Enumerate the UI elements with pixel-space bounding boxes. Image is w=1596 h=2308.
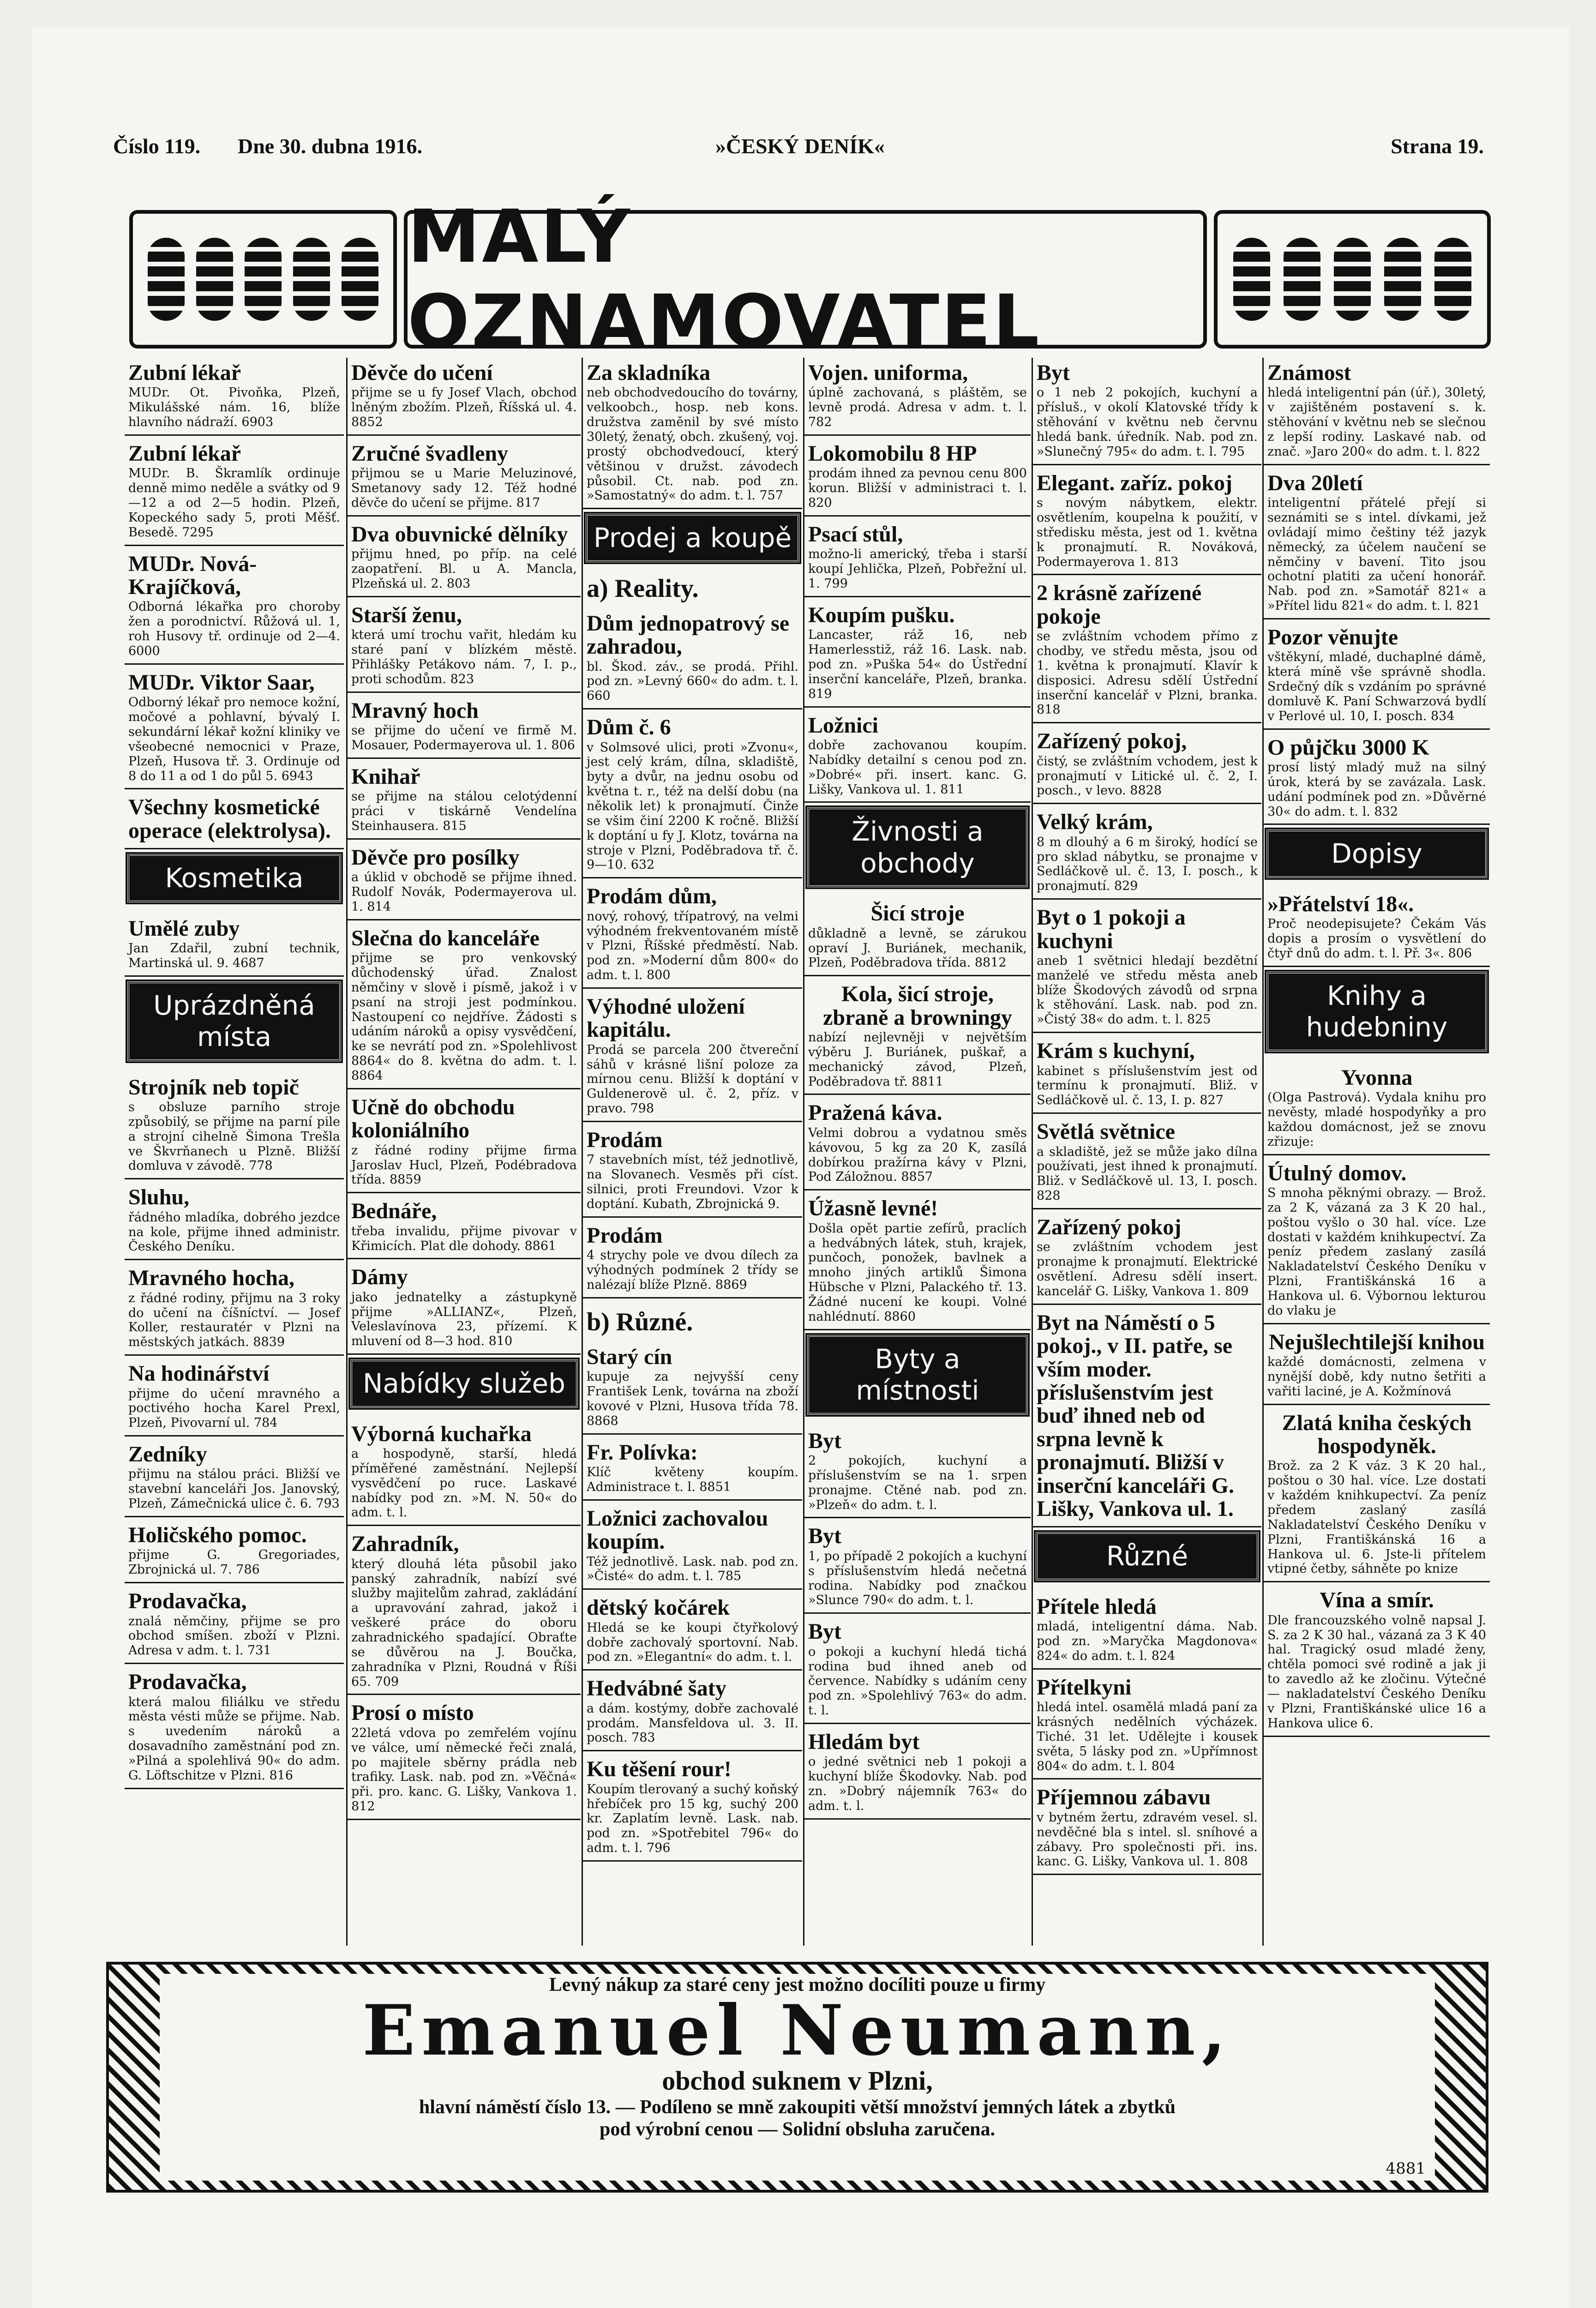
classified-ad [804,1521,1031,1614]
classified-ad [804,898,1031,976]
ornament-left [129,210,397,349]
ad-heading: Vojen. uniforma, [808,361,968,385]
ad-heading: Ložnici [808,713,878,738]
ad-text: bl. Škod. záv., se prodá. Přihl. pod zn. »Levný 660« do adm. t. l. 660 [587,659,798,703]
ad-heading: Yvonna [1341,1065,1413,1090]
ad-text: a úklid v obchodě se přijme ihned. Rudolf Novák, Podermayerova ul. 1. 814 [351,870,577,914]
ad-text: Jan Zdařil, zubní technik, Martinská ul. 9. 4687 [128,941,340,970]
classified-ad [1264,358,1490,465]
classified-ad [804,1193,1031,1330]
classified-ad [1264,468,1490,619]
classified-ad [583,358,802,509]
ad-heading: Prodavačka, [128,1589,247,1614]
ad-text: 8 m dlouhý a 6 m široký, hodící se pro sklad nábytku, se pronajme v Sedláčkově ul. č. 13, I. posch., k pronajmutí. 829 [1037,835,1258,894]
section-heading-knihy: Knihy a hudebniny [1266,972,1487,1052]
classified-ad [348,1419,581,1527]
ad-heading: O půjčku 3000 K [1267,735,1429,760]
banner-title-box [404,194,1207,364]
ad-text: o pokoji a kuchyní hledá tichá rodina bud ihned aneb od července. Nabídky s udáním ceny pod zn. »Spolehlivý 763« do adm. t. l. [808,1644,1027,1718]
classified-ad [804,1617,1031,1724]
classified-ad [583,1593,802,1671]
classified-ad [1033,1036,1261,1114]
ad-heading: Sluhu, [128,1185,190,1210]
ad-text: Prodá se parcela 200 čtvereční sáhů v krásné lišní poloze za mírnou cenu. Bližší k doptání v Guldenerově ul. č. 2, příz. v pravo. 798 [587,1042,798,1116]
classified-ad [1033,726,1261,804]
ad-text: 1, po případě 2 pokojích a kuchyní s příslušenstvím hledá nečetná rodina. Nabídky pod značkou »Slunce 790« do adm. t. l. [808,1549,1027,1608]
classified-ad [1264,1063,1490,1155]
ad-heading: Mravného hocha, [128,1266,294,1291]
ad-heading: Učně do obchodu koloniálního [351,1094,515,1143]
ad-heading: Všechny kosmetické operace (elektrolysa). [128,795,331,843]
ad-text: přijmu hned, po příp. na celé zaopatření. Bl. u A. Mancla, Plzeňská ul. 2. 803 [351,547,577,591]
ad-text: v bytném žertu, zdravém vesel. sl. nevděčné bla s intel. sl. sníhové a zábavy. Pro společnosti při. ins. kanc. G. Lišky, Vankova ul. 1. 808 [1037,1810,1258,1869]
ad-text: důkladně a levně, se zárukou opraví J. Buriánek, mechanik, Plzeň, Poděbradova třída. 8812 [808,926,1027,970]
classified-ad [125,1358,344,1436]
ad-heading: Děvče do učení [351,361,493,385]
classified-ad [348,842,581,920]
ad-text: řádného mladíka, dobrého jezdce na kole, přijme ihned administr. Českého Deníku. [128,1210,340,1254]
ad-text: dobře zachovanou koupím. Nabídky detailní s cenou pod zn. »Dobré« při. insert. kanc. G. Lišky, Vankova ul. 1. 811 [808,738,1027,797]
section-heading-nabidky: Nabídky služeb [350,1359,578,1407]
ad-text: se přijme do učení ve firmě M. Mosauer, Podermayerova ul. 1. 806 [351,723,577,752]
classified-ad [1264,1408,1490,1583]
classified-ad [348,1092,581,1193]
classified-ad [125,439,344,546]
ad-text: přijme G. Gregoriades, Zbrojnická ul. 7. 786 [128,1548,340,1577]
ad-heading: Ložnici zachovalou koupím. [587,1506,768,1554]
ad-heading: Psací stůl, [808,522,903,547]
ad-heading: Slečna do kanceláře [351,926,540,950]
classified-ad [348,600,581,693]
ad-heading: MUDr. Nová-Krajíčková, [128,551,257,600]
classified-ad [1033,1782,1261,1875]
ad-heading: Byt [808,1619,841,1644]
classified-ad [125,1667,344,1789]
ad-text: se přijme na stálou celotýdenní práci v tiskárně Vendelína Steinhausera. 815 [351,789,577,833]
classified-ad [804,710,1031,803]
classified-ad [804,1727,1031,1820]
ad-text: aneb 1 světnici hledají bezdětní manželé ve středu města aneb blíže Škodových závodů od srpna k stěhování. Lask. nab. pod zn. »Čistý 38« do adm. t. l. 825 [1037,953,1258,1027]
section-heading-byty: Byty a místnosti [807,1335,1028,1415]
ad-heading: Výhodné uložení kapitálu. [587,994,745,1042]
ad-text: v Solmsové ulici, proti »Zvonu«, jest celý krám, dílna, skladiště, byty a dvůr, na jednu osobu od května t. r., též na delší dobu (na několik let) k pronajmutí. Činže se všim činí 2200 K ročně. Bližší k doptání u fy J. Klotz, továrna na stroje v Plzni, Poděbradova tř. č. 9—10. 632 [587,740,798,872]
classified-ad [583,1437,802,1501]
issue-number: Číslo 119. [113,134,201,158]
ad-heading: Starší ženu, [351,602,462,627]
ad-text: 22letá vdova po zemřelém vojínu ve válce, umí německé řeči znalá, po majitele sběrny prádla neb trafiky. Lask. nab. pod zn. »Věčná« při. pro. kanc. G. Lišky, Vankova 1. 812 [351,1725,577,1814]
ad-heading: Byt [808,1524,841,1549]
ad-heading: Knihař [351,764,420,789]
ad-heading: Zahradník, [351,1532,459,1557]
classified-ad [583,1220,802,1298]
classified-ad [125,1586,344,1664]
classified-ad [348,358,581,436]
ad-heading: Bednáře, [351,1199,437,1224]
ad-heading: Dva obuvnické dělníky [351,522,568,547]
ad-text: MUDr. Ot. Pivoňka, Plzeň, Mikulášské nám. 16, blíže hlavního nádraží. 6903 [128,385,340,430]
classified-ad [1033,1117,1261,1209]
ad-text: přijme se u fy Josef Vlach, obchod lněným zbožím. Plzeň, Říšská ul. 4. 8852 [351,385,577,430]
classified-ad [1264,1158,1490,1324]
classified-ad [348,923,581,1089]
classified-ad [125,914,344,977]
ad-text: Klíč květeny koupím. Administrace t. l. 8851 [587,1465,798,1494]
ad-text: vštěkyní, mladé, duchaplné dámě, která míně vše správně shodla. Srdečný dík s vzdáním po správné domluvě K. Paní Schwarzová bydlí v Perlové ul. 10, I. posch. 834 [1267,650,1486,723]
advert-company-name: Emanuel Neumann, [362,1990,1232,2071]
page-number: Strana 19. [1391,134,1484,158]
ad-text: která umí trochu vařit, hledám ku staré paní v blízkém městě. Přihlášky Petákovo nám. 7, I. p., proti schodům. 823 [351,628,577,686]
ad-text: (Olga Pastrová). Vydala knihu pro nevěsty, mladé hospodyňky a pro každou domácnost, jež se znovu zřizuje: [1267,1090,1486,1149]
ad-heading: Zlatá kniha českých hospodyněk. [1282,1410,1472,1459]
classified-ad [583,881,802,989]
ad-text: prosí listý mladý muž na silný úrok, která by se zavázala. Lask. udání podmínek pod zn. »Důvěrné 30« do adm. t. l. 832 [1267,760,1486,819]
section-heading-dopisy: Dopisy [1266,829,1487,878]
ad-text: Proč neodepisujete? Čekám Vás dopis a prosím o vysvětlení do čtyř dnů do adm. t. l. Př. 3«. 806 [1267,917,1486,961]
classified-ad [125,1182,344,1260]
classified-ad [348,1529,581,1695]
classified-ad [1264,1585,1490,1737]
classified-ad [1033,358,1261,465]
ad-text: se zvláštním vchodem přímo z chodby, ve středu města, jsou od 1. května k pronajmutí. Klavír k disposici. Adresu sdělí Ústřední inserční kancelář v Plzni, branka. 818 [1037,629,1258,717]
advert-line-1: Levný nákup za staré ceny jest možno docíliti pouze u firmy [549,1974,1046,1995]
ad-heading: Prodavačka, [128,1670,247,1695]
classified-ad [125,1439,344,1517]
ad-heading: Hledám byt [808,1729,920,1754]
ad-heading: Byt [1037,361,1070,385]
classified-ad [804,519,1031,597]
classified-ad [1264,622,1490,730]
ad-heading: Velký krám, [1037,810,1153,835]
ad-text: o jedné světnici neb 1 pokoji a kuchyní blíže Škodovky. Nab. pod zn. »Dobrý nájemník 763« do adm. t. l. [808,1755,1027,1813]
ad-heading: Zubní lékař [128,361,241,385]
ad-heading: Ku těšení rour! [587,1757,732,1782]
classified-ad [348,1196,581,1259]
ad-heading: Příjemnou zábavu [1037,1785,1211,1810]
ad-heading: Fr. Polívka: [587,1440,698,1465]
page-header [113,134,1484,166]
ad-heading: 2 krásně zařízené pokoje [1037,581,1202,629]
ad-text: MUDr. B. Škramlík ordinuje denně mimo neděle a svátky od 9—12 a od 2—5 hodin. Plzeň, Kopeckého sady 5, proti Měšť. Besedě. 7295 [128,466,340,540]
classified-ad [348,519,581,597]
ad-heading: Umělé zuby [128,916,240,941]
classifieds-columns [125,358,1488,1946]
title-banner [129,194,1491,364]
ad-heading: Zručné švadleny [351,441,509,466]
ad-heading: Elegant. zaříz. pokoj [1037,470,1232,495]
classified-ad [125,358,344,436]
column-1 [125,358,344,1946]
ad-text: Koupím tlerovaný a suchý koňský hřebíček pro 15 kg, suchý 200 kr. Zaplatím levně. Lask. nab. pod zn. »Spotřebitel 796« do adm. t. l. 796 [587,1782,798,1856]
ad-heading: Koupím pušku. [808,602,955,627]
classified-ad [804,1098,1031,1190]
ad-heading: Prodám [587,1128,663,1153]
ad-text: každé domácnosti, zelmena v nynější době, kdy nutno šetřiti a vařiti laciné, je A. Kožmínová [1267,1355,1486,1399]
newspaper-name: »ČESKÝ DENÍK« [715,134,885,158]
ad-heading: Za skladníka [587,361,711,385]
ornament-right [1214,210,1491,349]
column-6 [1262,358,1490,1946]
ad-text: čistý, se zvláštním vchodem, jest k pronajmutí v Litické ul. č. 2, I. posch., v levo. 8828 [1037,754,1258,798]
ad-text: Hledá se ke koupi čtyřkolový dobře zachovalý sportovní. Nab. pod zn. »Elegantní« do adm. t. l. [587,1620,798,1665]
classified-ad [1033,1672,1261,1780]
ad-text: prodám ihned za pevnou cenu 800 korun. Bližší v administraci t. l. 820 [808,466,1027,511]
classified-ad [583,1673,802,1751]
ad-heading: Přítele hledá [1037,1594,1157,1619]
ad-heading: Prosí o místo [351,1701,474,1725]
classified-ad [1033,1308,1261,1528]
banner-title: MALÝ OZNAMOVATEL [408,194,1041,364]
ad-text: Odborná lékařka pro choroby žen a porodnictví. Růžová ul. 1, roh Husovy tř. ordinuje od 2—4. 6000 [128,600,340,659]
ad-heading: Pražená káva. [808,1100,942,1125]
ad-text: přijmou se u Marie Meluzinové, Smetanovy sady 12. Též hodné děvče do učení se přijme. 817 [351,466,577,511]
ad-text: přijmu na stálou práci. Bližší ve stavební kanceláři Jos. Janovský, Plzeň, Zámečnická ulice č. 6. 793 [128,1467,340,1511]
ad-heading: Dům č. 6 [587,715,671,740]
ad-heading: Zařízený pokoj, [1037,729,1187,754]
ad-text: hledá inteligentní pán (úř.), 30letý, v zajištěném postavení s. k. stěhování v květnu neb se slečnou z lepší rodiny. Laskavé nab. od znač. »Jaro 200« do adm. t. l. 822 [1267,385,1486,459]
ad-text: který dlouhá léta působil jako panský zahradník, nabízí své služby majitelům zahrad, zakládání a upravování zahrad, jakož i veškeré práce do oboru zahradnického spadající. Obraťte se důvěrou na J. Boučka, zahradníka v Plzni, Roudná v Říši 65. 709 [351,1557,577,1689]
issue-date: Dne 30. dubna 1916. [238,134,423,158]
ad-text: Došla opět partie zefírů, praclích a hedvábných látek, stuh, krajek, punčoch, ponožek, bavlnek a mnoho jiných artiklů Šimona Hübsche v Plzni, Palackého tř. 13. Žádné nucení ke koupi. Volné nahlédnutí. 8860 [808,1221,1027,1324]
classified-ad [804,439,1031,517]
column-2 [346,358,581,1946]
ad-text: znalá němčiny, přijme se pro obchod smíšen. zboží v Plzni. Adresa v adm. t. l. 731 [128,1614,340,1658]
classified-ad [1264,1327,1490,1405]
ad-heading: Zařízený pokoj [1037,1214,1182,1239]
classified-ad [125,1520,344,1583]
ad-heading: Lokomobilu 8 HP [808,441,977,466]
ad-heading: Dva 20letí [1267,470,1363,495]
ad-text: 7 stavebních míst, též jednotlivě, na Slovanech. Vesměs při císt. silnici, proti Freundovi. Vzor k doptání. Kubath, Zbrojnická 9. [587,1153,798,1211]
advert-line-5: pod výrobní cenou — Solidní obsluha zaručena. [600,2119,995,2140]
ad-text: hledá intel. osamělá mladá paní za krásných nedělních výcházek. Tiché. 31 let. Udělejte i kousek světa, 5 lásky pod zn. »Upřímnost 804« do adm. t. l. 804 [1037,1700,1258,1773]
classified-ad [125,1263,344,1356]
ad-heading: Úžasně levné! [808,1196,938,1221]
ad-heading: MUDr. Viktor Saar, [128,670,315,695]
classified-ad [348,762,581,840]
classified-ad [1033,807,1261,900]
classified-ad [583,1342,802,1435]
advert-code: 4881 [1386,2159,1426,2178]
ad-heading: Mravný hoch [351,698,479,723]
column-4 [803,358,1031,1946]
ad-heading: Dům jednopatrový se zahradou, [587,611,790,659]
classified-ad [1033,1592,1261,1670]
classified-ad [125,792,344,849]
ad-text: Lancaster, ráž 16, neb Hamerlesstiž, ráž 16. Lask. nab. pod zn. »Puška 54« do Ústřední inserční kanceláře, Plzeň, branka. 819 [808,628,1027,701]
ad-text: a skladiště, jež se může jako dílna používati, jest ihned k pronajmutí. Bliž. v Sedláčkově ul. 13, I. posch. 828 [1037,1144,1258,1203]
ad-text: a dám. kostýmy, dobře zachovalé prodám. Mansfeldova ul. 3. II. posch. 783 [587,1701,798,1745]
ad-heading: Krám s kuchyní, [1037,1039,1195,1064]
ad-text: 2 pokojích, kuchyní a příslušenstvím se na 1. srpen pronajme. Ctěné nab. pod zn. »Plzeň« do adm. t. l. [808,1453,1027,1512]
ad-text: 4 strychy pole ve dvou dílech za výhodných podmínek 2 třídy se nalézají blíže Plzně. 8869 [587,1248,798,1292]
ad-text: kabinet s příslušenstvím jest od termínu k pronajmutí. Bliž. v Sedláčkově ul. č. 13, I. p. 827 [1037,1064,1258,1108]
ad-text: neb obchodvedoucího do továrny, velkoobch., hosp. neb kons. družstva zaměnil by své místo 30letý, ženatý, obch. zkušený, voj. prostý obchodvedoucí, který většinou v družst. závodech působil. Ct. nab. pod zn. »Samostatný« do adm. t. l. 757 [587,385,798,503]
classified-ad [583,608,802,709]
classified-ad [804,600,1031,708]
classified-ad [125,667,344,790]
advert-line-3: obchod suknem v Plzni, [662,2066,933,2096]
classified-ad [125,549,344,665]
ad-text: z řádné rodiny, přijmu na 3 roky do učení na číšníctví. — Josef Koller, restauratér v Plzni na městských jatkách. 8839 [128,1291,340,1350]
classified-ad [804,979,1031,1095]
ad-text: nový, rohový, třípatrový, na velmi výhodném frekventovaném místě v Plzni, Říšské předměstí. Nab. pod zn. »Moderní dům 800« do adm. t. l. 800 [587,909,798,983]
ad-text: třeba invalidu, přijme pivovar v Křimicích. Plat dle dohody. 8861 [351,1224,577,1253]
ad-heading: dětský kočárek [587,1595,730,1620]
ad-heading: Byt [808,1428,841,1453]
ad-text: o 1 neb 2 pokojích, kuchyní a přísluš., v okolí Klatovské třídy k stěhování v květnu neb červnu hledá bank. úředník. Nab. pod zn. »Slunečný 795« do adm. t. l. 795 [1037,385,1258,459]
classified-ad [804,1426,1031,1519]
ad-heading: Na hodinářství [128,1361,270,1386]
ad-heading: Starý cín [587,1344,672,1369]
classified-ad [583,992,802,1122]
section-heading-kosmetika: Kosmetika [127,854,341,902]
ad-heading: Prodám dům, [587,884,717,909]
section-heading-prodej: Prodej a koupě [586,514,799,562]
ad-heading: Útulný domov. [1267,1160,1407,1185]
ad-heading: Přítelkyni [1037,1675,1132,1700]
ad-text: mladá, inteligentní dáma. Nab. pod zn. »Maryčka Magdonova« 824« do adm. t. l. 824 [1037,1619,1258,1663]
ad-heading: Strojník neb topič [128,1075,299,1100]
classified-ad [348,1262,581,1355]
ad-text: z řádné rodiny přijme firma Jaroslav Hucl, Plzeň, Podébradova třída. 8859 [351,1143,577,1187]
ad-heading: Byt na Náměstí o 5 pokoj., v II. patře, se vším moder. příslušenstvím jest buď ihned neb od srpna levně k pronajmutí. Bližší v inserční kanceláři G. Lišky, Vankova ul. 1. [1037,1310,1234,1521]
ad-heading: Vína a smír. [1320,1588,1434,1613]
ad-text: Odborný lékař pro nemoce kožní, močové a pohlavní, bývalý I. sekundární lékař kožní kliniky ve všeobecné nemocnici v Praze, Plzeň, Husova tř. 3. Ordinuje od 8 do 11 a od 1 do půl 5. 6943 [128,695,340,783]
classified-ad [348,439,581,517]
column-3 [582,358,802,1946]
ad-text: S mnoha pěknými obrazy. — Brož. za 2 K, vázaná za 3 K 20 hal., poštou vyšlo o 30 hal. více. Lze dostati v každém knihkupectví. Za peníz předem zaslaný zasílá Nakladatelství Českého Deníku v Plzni, Františkánská 16 a Hankova ul. 6. Výbornou lekturou do vlaku je [1267,1185,1486,1318]
ad-text: možno-li americký, třeba i starší koupí Jehlička, Plzeň, Pobřežní ul. 1. 799 [808,547,1027,591]
ad-heading: Prodám [587,1223,663,1248]
ad-text: přijme se pro venkovský důchodenský úřad. Znalost němčiny v slově i písmě, jakož i v psaní na stroji jest podmínkou. Nastoupení co nejdříve. Žádosti s udáním nároků a opisy vysvědčení, ke se nevrátí pod zn. »Spolehlivost 8864« do 8. května do adm. t. l. 8864 [351,951,577,1083]
ad-text: se zvláštním vchodem jest pronajme k pronajmutí. Elektrické osvětlení. Adresu sdělí insert. kancelář G. Lišky, Vankova 1. 809 [1037,1240,1258,1298]
ad-text: kupuje za nejvyšší ceny František Lenk, továrna na zboží kovové v Plzni, Husova třída 78. 8868 [587,1370,798,1428]
classified-ad [1033,578,1261,723]
ad-text: jako jednatelky a zástupkyně přijme »ALLIANZ«, Plzeň, Veleslavínova 23, přízemí. K mluvení od 8—3 hod. 810 [351,1290,577,1349]
classified-ad [1033,1212,1261,1305]
classified-ad [583,1754,802,1862]
ad-heading: Známost [1267,361,1351,385]
column-5 [1032,358,1261,1946]
ad-heading: Byt o 1 pokoji a kuchyni [1037,905,1186,953]
ad-text: s obsluze parního stroje způsobilý, se přijme na parní pile a strojní cihelně Šimona Trešla ve Škvrňanech u Plzně. Bližší domluva v závodě. 778 [128,1100,340,1173]
ad-heading: Zedníky [128,1442,207,1467]
ad-text: Brož. za 2 K váz. 3 K 20 hal., poštou o 30 hal. více. Lze dostati v každém knihkupectví. Za peníz předem zaslaný zasílá Nakladatelství Českého Deníku v Plzni, Františkánská 16 a Hankova ul. 6. Jste-li přítelem vtipné četby, sáhněte po knize [1267,1459,1486,1576]
classified-ad [804,358,1031,436]
classified-ad [583,1125,802,1218]
ad-heading: Hedvábné šaty [587,1676,726,1701]
ad-heading: Zubní lékař [128,441,241,466]
ad-text: s novým nábytkem, elektr. osvětlením, koupelna k použití, v středisku města, jest od 1. května k pronajmutí. R. Nováková, Podermayerova 1. 813 [1037,496,1258,569]
section-heading-zivnosti: Živnosti a obchody [807,807,1028,887]
section-heading-ruzne: Různé [1036,1532,1259,1580]
ad-heading: Děvče pro posílky [351,845,520,870]
classified-ad [583,712,802,878]
ad-heading: Holičského pomoc. [128,1523,307,1548]
ad-text: nabízí nejlevněji v největším výběru J. Buriánek, puškař, a mechanický závod, Plzeň, Poděbradova tř. 8811 [808,1030,1027,1089]
ad-text: úplně zachovaná, s pláštěm, se levně prodá. Adresa v adm. t. l. 782 [808,385,1027,430]
classified-ad [348,1698,581,1820]
ad-text: Též jednotlivě. Lask. nab. pod zn. »Čisté« do adm. t. l. 785 [587,1554,798,1584]
ad-heading: »Přátelství 18«. [1267,891,1414,916]
ad-heading: Nejušlechtilejší knihou [1268,1329,1485,1354]
subsection-heading: b) Různé. [587,1307,693,1336]
ad-heading: Šicí stroje [870,901,965,926]
subsection-heading: a) Reality. [587,574,699,603]
ad-heading: Výborná kuchařka [351,1421,532,1446]
ad-heading: Kola, šicí stroje, zbraně a browningy [823,982,1012,1030]
ad-text: přijme do učení mravného a poctivého hocha Karel Prexl, Plzeň, Pivovarní ul. 784 [128,1386,340,1430]
advert-line-4: hlavní náměstí číslo 13. — Podíleno se mně zakoupiti větší množství jemných látek a zbytků [419,2097,1176,2118]
ad-heading: Dámy [351,1265,408,1290]
ad-text: Dle francouzského volně napsal J. S. za 2 K 30 hal., vázaná za 3 K 40 hal. Tragický osud mladé ženy, chtěla pomoci své rodině a jak ji to zavedlo až ke zločinu. Výtečné — nakladatelství Českého Deníku v Plzni, Františkánské ulice 16 a Hankova ulice 6. [1267,1613,1486,1731]
classified-ad [348,696,581,759]
classified-ad [1264,889,1490,967]
neumann-advert [106,1962,1488,2193]
classified-ad [1033,468,1261,576]
ad-text: a hospodyně, starší, hledá příměřené zaměstnání. Nejlepší vysvědčení po ruce. Laskavé nabídky pod zn. »M. N. 50« do adm. t. l. [351,1447,577,1520]
ad-heading: Pozor věnujte [1267,625,1398,649]
classified-ad [125,1072,344,1180]
section-heading-mista: Uprázdněná místa [127,981,341,1061]
classified-ad [583,1503,802,1590]
ad-text: inteligentní přátelé přejí si seznámiti se s intel. dívkami, jež ovládají mimo češtiny též jazyk německý, za účelem naučení se němčiny v bavení. Tito jsou ochotní platiti za učení honorář. Nab. pod zn. »Samotář 821« a »Přítel lidu 821« do adm. t. l. 821 [1267,496,1486,613]
classified-ad [1264,733,1490,825]
ad-text: která malou filiálku ve středu města vésti může se přijme. Nab. s uvedením nároků a dosavadního zaměstnání pod zn. »Pilná a spolehlivá 90« do adm. G. Löftschitze v Plzni. 816 [128,1695,340,1783]
ad-heading: Světlá světnice [1037,1119,1175,1144]
ad-text: Velmi dobrou a vydatnou směs kávovou, 5 kg za 20 K, zasílá dobírkou pražírna kávy v Plzni, Pod Záložnou. 8857 [808,1125,1027,1184]
classified-ad [1033,902,1261,1033]
